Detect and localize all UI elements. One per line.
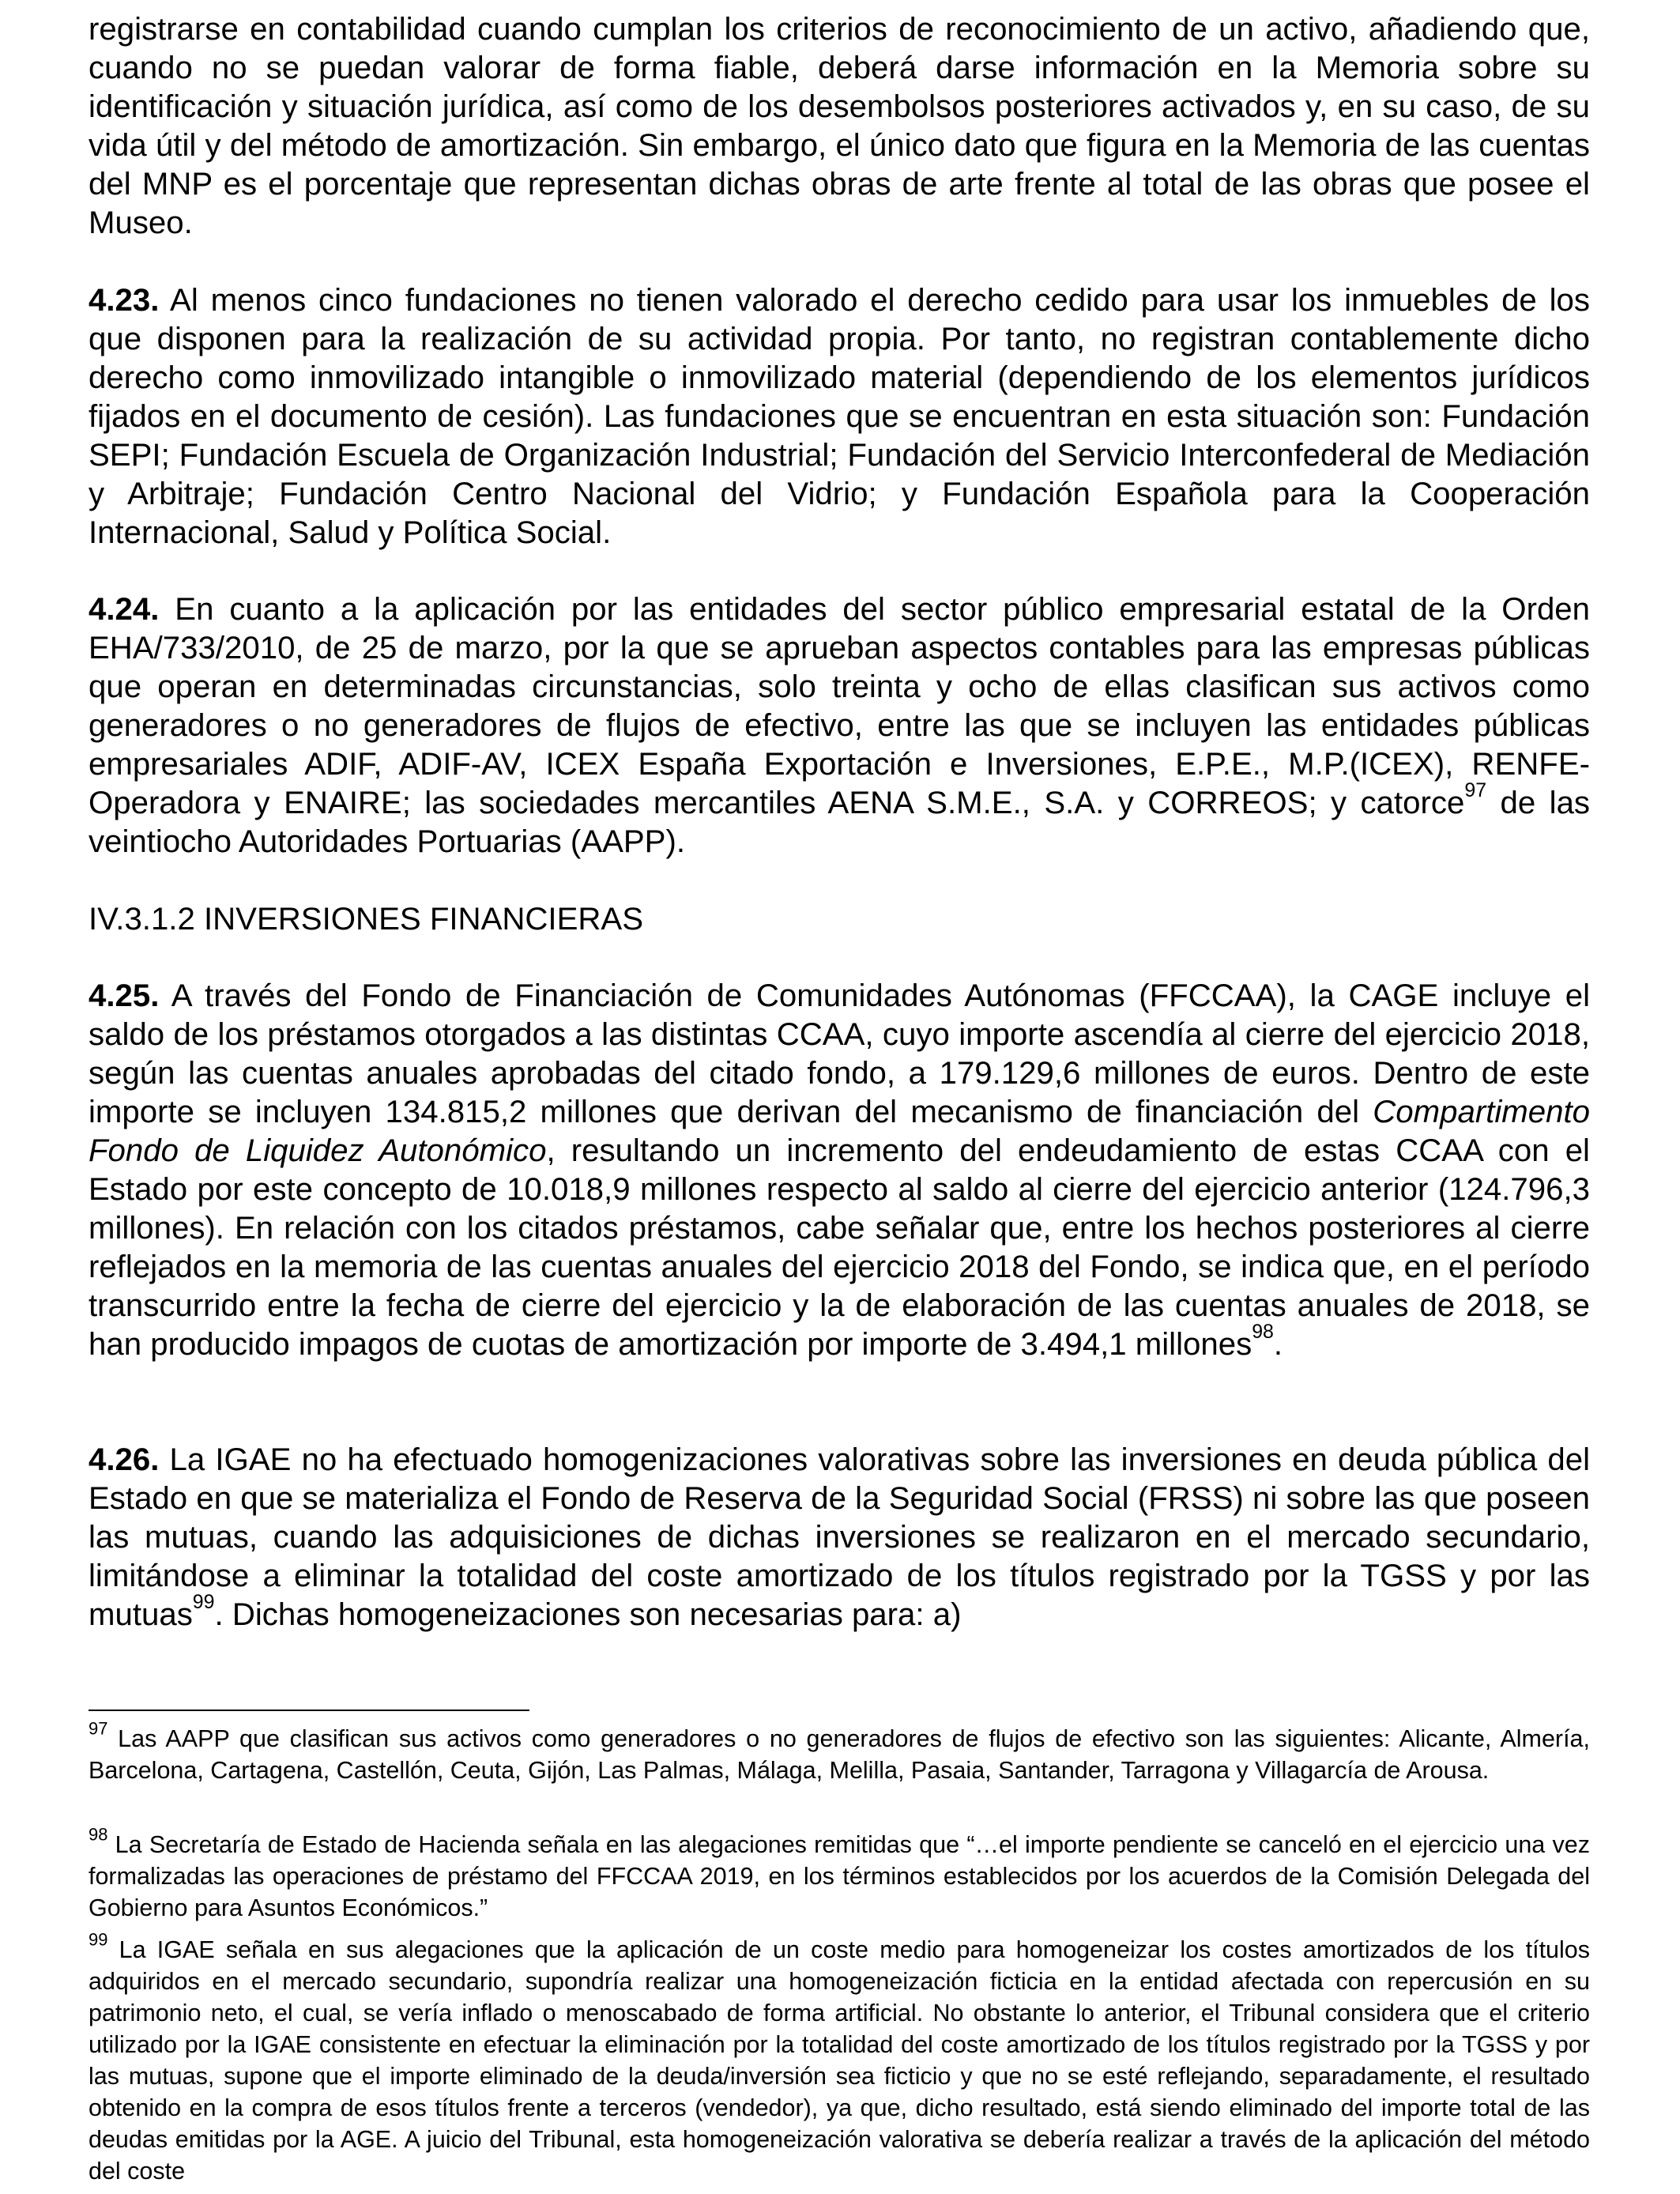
footnote-ref-98[interactable]: 98: [1252, 1320, 1274, 1343]
section-heading: IV.3.1.2 INVERSIONES FINANCIERAS: [89, 901, 644, 937]
paragraph-4-26: 4.26. La IGAE no ha efectuado homogenizaciones valorativas sobre las inversiones en deuda pública del Estado en que se materializa el Fondo de Reserva de la Seguridad Social (FRSS) ni sobre las que poseen las mutuas, cuando las adquisiciones de dichas inversiones se realizaron en el mercado secundario, limitándose a eliminar la totalidad del coste amortizado de los títulos registrado por la TGSS y por las mutuas$^{99}$. Dichas homogeneizaciones son necesarias para: a): [89, 1442, 1590, 1632]
footnote-99: $^{99}$ La IGAE señala en sus alegaciones que la aplicación de un coste medio para homogeneizar los costes amortizados de los títulos adquiridos en el mercado secundario, supondría realizar una homogeneización ficticia en la entidad afectada con repercusión en su patrimonio neto, el cual, se vería inflado o menoscabado de forma artificial. No obstante lo anterior, el Tribunal considera que el criterio utilizado por la IGAE consistente en efectuar la eliminación por la totalidad del coste amortizado de los títulos registrado por la TGSS y por las mutuas, supone que el importe eliminado de la deuda/inversión sea ficticio y que no se esté reflejando, separadamente, el resultado obtenido en la compra de esos títulos frente a terceros (vendedor), ya que, dicho resultado, está siendo eliminado del importe total de las deudas emitidas por la AGE. A juicio del Tribunal, esta homogeneización valorativa se debería realizar a través de la aplicación del método del coste: [89, 1929, 1590, 2185]
footnote-ref-99[interactable]: 99: [192, 1590, 215, 1613]
paragraph-number: 4.24.: [89, 591, 160, 627]
footnote-98: $^{98}$ La Secretaría de Estado de Hacienda señala en las alegaciones remitidas que “…el importe pendiente se canceló en el ejercicio una vez formalizadas las operaciones de préstamo del FFCCAA 2019, en los términos establecidos por los acuerdos de la Comisión Delegada del Gobierno para Asuntos Económicos.”: [89, 1824, 1590, 1921]
paragraph-number: 4.23.: [89, 282, 160, 318]
footnote-separator: [89, 1710, 529, 1711]
paragraph-4-23: 4.23. Al menos cinco fundaciones no tienen valorado el derecho cedido para usar los inmuebles de los que disponen para la realización de su actividad propia. Por tanto, no registran contablemente dicho derecho como inmovilizado intangible o inmovilizado material (dependiendo de los elementos jurídicos fijados en el documento de cesión). Las fundaciones que se encuentran en esta situación son: Fundación SEPI; Fundación Escuela de Organización Industrial; Fundación del Servicio Interconfederal de Mediación y Arbitraje; Fundación Centro Nacional del Vidrio; y Fundación Española para la Cooperación Internacional, Salud y Política Social.: [89, 282, 1590, 550]
paragraph-4-25: 4.25. A través del Fondo de Financiación de Comunidades Autónomas (FFCCAA), la CAGE incluye el saldo de los préstamos otorgados a las distintas CCAA, cuyo importe ascendía al cierre del ejercicio 2018, según las cuentas anuales aprobadas del citado fondo, a 179.129,6 millones de euros. Dentro de este importe se incluyen 134.815,2 millones que derivan del mecanismo de financiación del Compartimento Fondo de Liquidez Autonómico, resultando un incremento del endeudamiento de estas CCAA con el Estado por este concepto de 10.018,9 millones respecto al saldo al cierre del ejercicio anterior (124.796,3 millones). En relación con los citados préstamos, cabe señalar que, entre los hechos posteriores al cierre reflejados en la memoria de las cuentas anuales del ejercicio 2018 del Fondo, se indica que, en el período transcurrido entre la fecha de cierre del ejercicio y la de elaboración de las cuentas anuales de 2018, se han producido impagos de cuotas de amortización por importe de 3.494,1 millones$^{98}$.: [89, 978, 1590, 1362]
paragraph-number: 4.25.: [89, 978, 160, 1013]
paragraph-4-24: 4.24. En cuanto a la aplicación por las entidades del sector público empresarial estatal de la Orden EHA/733/2010, de 25 de marzo, por la que se aprueban aspectos contables para las empresas públicas que operan en determinadas circunstancias, solo treinta y ocho de ellas clasifican sus activos como generadores o no generadores de flujos de efectivo, entre las que se incluyen las entidades públicas empresariales ADIF, ADIF-AV, ICEX España Exportación e Inversiones, E.P.E., M.P.(ICEX), RENFE-Operadora y ENAIRE; las sociedades mercantiles AENA S.M.E., S.A. y CORREOS; y catorce$^{97}$ de las veintiocho Autoridades Portuarias (AAPP).: [89, 591, 1591, 859]
paragraph-intro: registrarse en contabilidad cuando cumplan los criterios de reconocimiento de un activo, añadiendo que, cuando no se puedan valorar de forma fiable, deberá darse información en la Memoria sobre su identificación y situación jurídica, así como de los desembolsos posteriores activados y, en su caso, de su vida útil y del método de amortización. Sin embargo, el único dato que figura en la Memoria de las cuentas del MNP es el porcentaje que representan dichas obras de arte frente al total de las obras que posee el Museo.: [89, 11, 1590, 240]
fund-name-italic: Compartimento Fondo de Liquidez Autonómico: [89, 1094, 1590, 1168]
footnote-97: $^{97}$ Las AAPP que clasifican sus activos como generadores o no generadores de flujos de efectivo son las siguientes: Alicante, Almería, Barcelona, Cartagena, Castellón, Ceuta, Gijón, Las Palmas, Málaga, Melilla, Pasaia, Santander, Tarragona y Villagarcía de Arousa.: [89, 1718, 1590, 1784]
footnote-ref-97[interactable]: 97: [1464, 778, 1487, 801]
paragraph-number: 4.26.: [89, 1442, 160, 1477]
